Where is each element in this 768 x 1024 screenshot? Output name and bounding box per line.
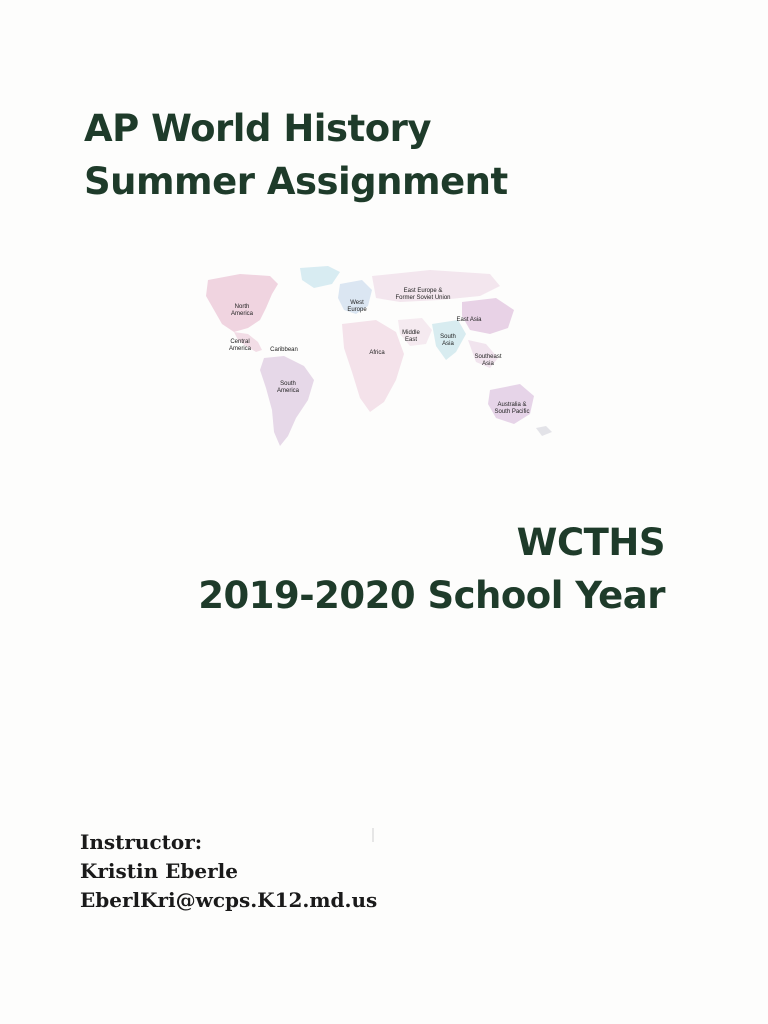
south-america-label-line: South <box>280 381 296 387</box>
title-line-1: AP World History <box>84 107 431 150</box>
west-europe-label-line: West <box>350 300 364 306</box>
east-europe-label-line: East Europe & <box>403 288 443 294</box>
east-asia-landmass <box>462 298 514 334</box>
east-europe-label-line: Former Soviet Union <box>395 295 451 301</box>
north-america-label-line: North <box>234 304 250 310</box>
middle-east-label-line: East <box>404 337 418 343</box>
central-america-label <box>229 339 252 352</box>
central-america-label-line: America <box>228 346 252 352</box>
instructor-label: Instructor: <box>80 830 203 854</box>
school-heading <box>198 516 665 622</box>
document-title <box>84 102 508 208</box>
greenland-landmass <box>300 266 340 288</box>
title-line-2: Summer Assignment <box>84 160 508 203</box>
australia-label-line: South Pacific <box>494 409 530 415</box>
world-map-graphic <box>200 262 562 452</box>
australia-label-line: Australia & <box>497 402 527 408</box>
south-america-landmass <box>260 356 314 446</box>
south-asia-label-line: South <box>440 334 456 340</box>
instructor-name: Kristin Eberle <box>80 859 238 883</box>
south-asia-landmass <box>432 320 466 360</box>
north-america-landmass <box>206 274 278 332</box>
school-year: 2019-2020 School Year <box>198 574 665 617</box>
caribbean-label <box>270 347 298 353</box>
north-america-label-line: America <box>230 311 254 317</box>
caribbean-label-line: Caribbean <box>270 347 298 353</box>
east-asia-label-line: East Asia <box>456 317 482 323</box>
instructor-block <box>80 828 377 915</box>
world-regions-map <box>200 262 562 452</box>
east-asia-label <box>456 317 482 323</box>
south-america-label-line: America <box>276 388 300 394</box>
east-europe-label <box>395 288 450 301</box>
new-zealand-landmass <box>536 426 552 436</box>
south-asia-label <box>440 334 456 347</box>
australia-label <box>494 402 529 415</box>
southeast-asia-label-line: Southeast <box>474 354 502 360</box>
instructor-email: EberlKri@wcps.K12.md.us <box>80 888 378 912</box>
africa-landmass <box>342 320 404 412</box>
school-name: WCTHS <box>516 521 665 564</box>
africa-label-line: Africa <box>369 350 385 356</box>
central-america-label-line: Central <box>230 339 250 345</box>
middle-east-label-line: Middle <box>402 330 420 336</box>
west-europe-label-line: Europe <box>347 307 367 313</box>
southeast-asia-label-line: Asia <box>482 361 494 367</box>
africa-label <box>369 350 385 356</box>
south-asia-label-line: Asia <box>442 341 454 347</box>
